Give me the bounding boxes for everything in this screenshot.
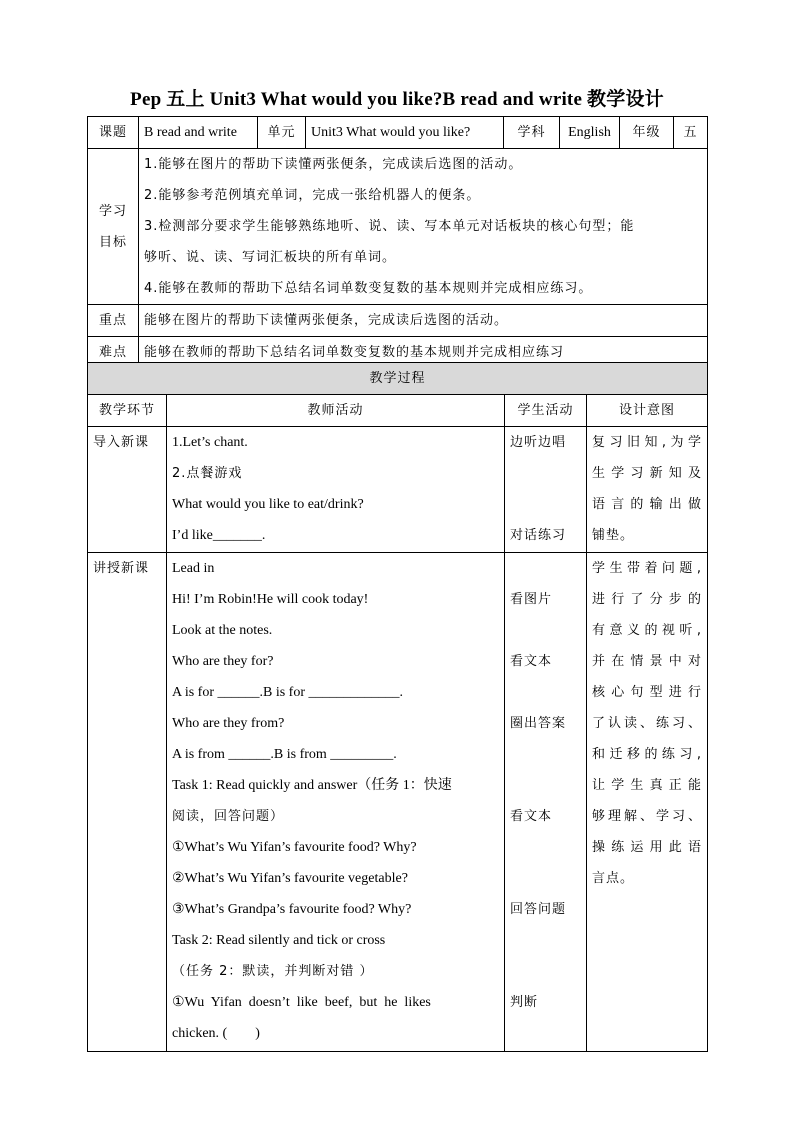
objective-line: 2.能够参考范例填充单词，完成一张给机器人的便条。 xyxy=(144,188,481,203)
intent-line: 语言的输出做 xyxy=(592,497,703,512)
intent-line: 言点。 xyxy=(592,871,635,886)
student-line: 判断 xyxy=(510,995,539,1010)
teacher-line: Lead in xyxy=(172,561,215,576)
teacher-line: ③What’s Grandpa’s favourite food? Why? xyxy=(172,902,412,917)
subject-label: 学科 xyxy=(504,117,560,149)
unit-value: Unit3 What would you like? xyxy=(306,117,504,149)
grade-value: 五 xyxy=(674,117,708,149)
student-line: 看文本 xyxy=(510,654,553,669)
student-line xyxy=(510,1018,581,1049)
student-line: 看文本 xyxy=(510,809,553,824)
teacher-line: 2.点餐游戏 xyxy=(172,466,243,481)
intent-line: 生学习新知及 xyxy=(592,466,703,481)
column-header-intent: 设计意图 xyxy=(587,395,708,427)
intent-line: 核心句型进行 xyxy=(592,685,703,700)
column-header-student: 学生活动 xyxy=(505,395,587,427)
objective-line: 够听、说、读、写词汇板块的所有单词。 xyxy=(144,250,397,265)
intent-line: 学生带着问题, xyxy=(592,561,703,576)
objectives-label-line-2: 目标 xyxy=(98,234,127,250)
difficulty-label: 难点 xyxy=(88,337,139,369)
section-row-new-lesson xyxy=(88,553,708,1052)
intent-line: 让学生真正能 xyxy=(592,778,703,793)
intent-line: 进行了分步的 xyxy=(592,592,703,607)
design-intent-cell xyxy=(587,553,708,1052)
stage-cell xyxy=(88,553,167,1052)
key-point-text: 能够在图片的帮助下读懂两张便条，完成读后选图的活动。 xyxy=(139,305,708,337)
objectives-label-line-1: 学习 xyxy=(98,203,127,219)
student-line xyxy=(510,553,581,584)
teacher-line: Who are they from? xyxy=(172,716,285,731)
intent-line: 操练运用此语 xyxy=(592,840,703,855)
student-line xyxy=(510,863,581,894)
intent-line: 够理解、学习、 xyxy=(592,809,703,824)
student-line xyxy=(510,677,581,708)
teacher-line: 阅读，回答问题） xyxy=(172,809,285,824)
stage-name: 讲授新课 xyxy=(93,561,150,576)
teacher-line: Task 2: Read silently and tick or cross xyxy=(172,933,386,948)
teacher-activity-cell xyxy=(167,427,505,553)
objective-line: 1.能够在图片的帮助下读懂两张便条，完成读后选图的活动。 xyxy=(144,157,523,172)
process-header: 教学过程 xyxy=(88,363,708,395)
difficulty-text: 能够在教师的帮助下总结名词单数变复数的基本规则并完成相应练习 xyxy=(139,337,708,369)
objective-line: 3.检测部分要求学生能够熟练地听、说、读、写本单元对话板块的核心句型；能 xyxy=(144,219,635,234)
unit-label: 单元 xyxy=(258,117,306,149)
student-line: 看图片 xyxy=(510,592,553,607)
teacher-line: Hi! I’m Robin!He will cook today! xyxy=(172,592,369,607)
lesson-info-table xyxy=(87,116,708,369)
student-line: 回答问题 xyxy=(510,902,567,917)
stage-cell xyxy=(88,427,167,553)
teacher-line: ②What’s Wu Yifan’s favourite vegetable? xyxy=(172,871,408,886)
teacher-activity-cell xyxy=(167,553,505,1052)
intent-line: 和迁移的练习, xyxy=(592,747,703,762)
student-line xyxy=(510,615,581,646)
teacher-line: A is from ______.B is from _________. xyxy=(172,747,397,762)
teacher-line: Who are they for? xyxy=(172,654,274,669)
student-line xyxy=(510,832,581,863)
student-activity-cell xyxy=(505,553,587,1052)
teacher-line: Look at the notes. xyxy=(172,623,273,638)
student-line xyxy=(510,925,581,956)
teacher-line: 1.Let’s chant. xyxy=(172,435,248,450)
page-title: Pep 五上 Unit3 What would you like?B read and write 教学设计 xyxy=(130,89,664,110)
student-line xyxy=(510,739,581,770)
intent-line: 有意义的视听, xyxy=(592,623,703,638)
column-header-teacher: 教师活动 xyxy=(167,395,505,427)
objective-line: 4.能够在教师的帮助下总结名词单数变复数的基本规则并完成相应练习。 xyxy=(144,281,593,296)
intent-line: 并在情景中对 xyxy=(592,654,703,669)
topic-label: 课题 xyxy=(88,117,139,149)
teacher-line: ①Wu Yifan doesn’t like beef, but he likes xyxy=(172,995,431,1010)
teacher-line: I’d like_______. xyxy=(172,528,266,543)
intent-line: 了认读、练习、 xyxy=(592,716,703,731)
teacher-line: （任务 2：默读，并判断对错 ） xyxy=(172,964,374,979)
intent-line: 复习旧知,为学 xyxy=(592,435,703,450)
grade-label: 年级 xyxy=(620,117,674,149)
column-header-stage: 教学环节 xyxy=(88,395,167,427)
student-line: 圈出答案 xyxy=(510,716,567,731)
key-point-label: 重点 xyxy=(88,305,139,337)
intent-line: 铺垫。 xyxy=(592,528,635,543)
student-line xyxy=(510,489,581,520)
objectives-content xyxy=(139,149,708,305)
teacher-line: A is for ______.B is for _____________. xyxy=(172,685,403,700)
topic-value: B read and write xyxy=(139,117,258,149)
student-line: 对话练习 xyxy=(510,528,567,543)
student-line: 边听边唱 xyxy=(510,435,567,450)
section-row-intro xyxy=(88,427,708,553)
stage-name: 导入新课 xyxy=(93,435,150,450)
teaching-process-table xyxy=(87,362,708,1052)
student-line xyxy=(510,956,581,987)
design-intent-cell xyxy=(587,427,708,553)
student-line xyxy=(510,458,581,489)
student-activity-cell xyxy=(505,427,587,553)
teacher-line: What would you like to eat/drink? xyxy=(172,497,364,512)
teacher-line: ①What’s Wu Yifan’s favourite food? Why? xyxy=(172,840,417,855)
teacher-line: Task 1: Read quickly and answer（任务 1：快速 xyxy=(172,778,452,793)
teacher-line: chicken. ( ) xyxy=(172,1026,260,1041)
subject-value: English xyxy=(560,117,620,149)
student-line xyxy=(510,770,581,801)
objectives-label xyxy=(88,149,139,305)
